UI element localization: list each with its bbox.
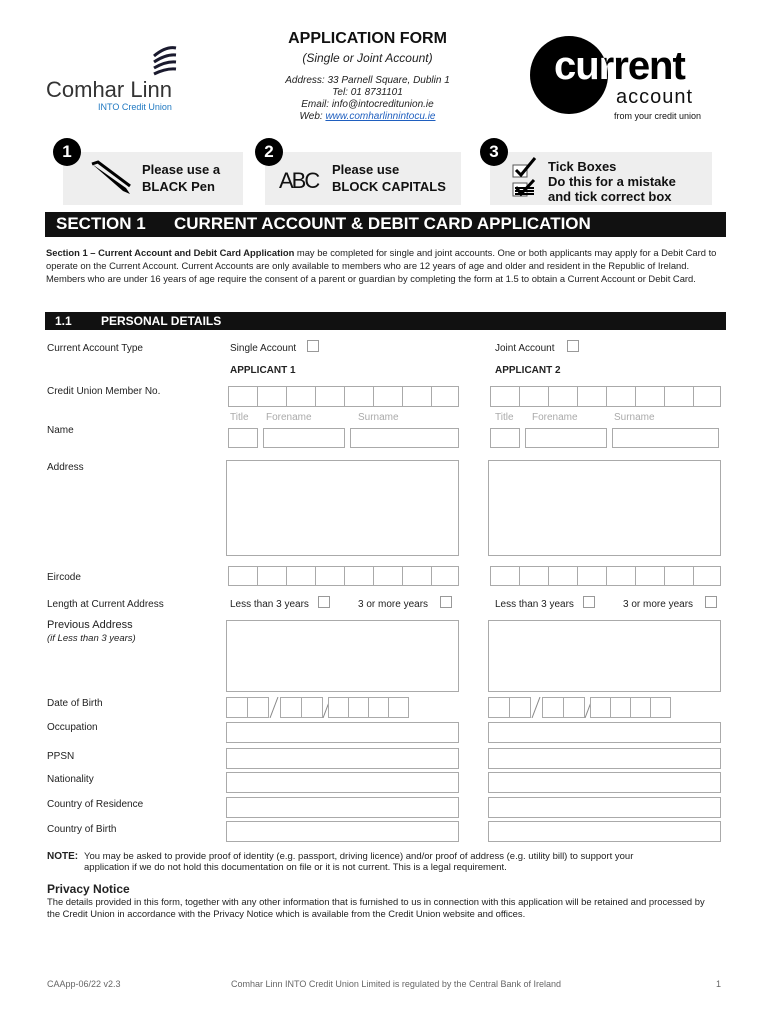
step-2-line1: Please use xyxy=(332,162,400,177)
personal-details-bar xyxy=(45,312,726,330)
label-member-no: Credit Union Member No. xyxy=(47,386,161,397)
cu-web-link[interactable]: www.comharlinnintocu.ie xyxy=(325,111,436,122)
logo-left-name: Comhar Linn xyxy=(46,77,172,102)
applicant-1-surname-field[interactable] xyxy=(350,428,459,448)
note-line-1: You may be asked to provide proof of identity (e.g. passport, driving licence) and/or proof of address (e.g. utility bill) to support your xyxy=(84,851,634,862)
label-nationality: Nationality xyxy=(47,774,94,785)
cu-web-label: Web: xyxy=(299,111,326,122)
label-ppsn: PPSN xyxy=(47,751,75,762)
step-1-line1: Please use a xyxy=(142,162,221,177)
label-eircode: Eircode xyxy=(47,572,81,583)
applicant-1-member-no-cells[interactable] xyxy=(228,386,460,407)
label-account-type: Current Account Type xyxy=(47,343,143,354)
applicant-1-heading: APPLICANT 1 xyxy=(230,365,296,376)
applicant-1-title-field[interactable] xyxy=(228,428,258,448)
label-address: Address xyxy=(47,462,84,473)
footer-page-number: 1 xyxy=(716,979,722,989)
privacy-title: Privacy Notice xyxy=(47,882,130,896)
section-1-intro-bold: Section 1 – Current Account and Debit Card Application xyxy=(46,247,295,258)
abc-icon: ABC xyxy=(279,168,319,193)
applicant-1-occupation-field[interactable] xyxy=(226,722,459,743)
crossed-box-icon xyxy=(512,178,538,200)
applicant-2-ppsn-field[interactable] xyxy=(488,748,721,769)
step-3-line3: and tick correct box xyxy=(548,189,672,204)
applicant-1-less3-checkbox[interactable] xyxy=(318,596,330,608)
label-single-account: Single Account xyxy=(230,343,297,354)
applicant-2-birth-country-field[interactable] xyxy=(488,821,721,842)
label-dob: Date of Birth xyxy=(47,698,103,709)
applicant-1-surname-hint: Surname xyxy=(358,412,399,423)
logo-current-account xyxy=(530,36,725,126)
note-label: NOTE: xyxy=(47,851,79,862)
section-1-intro xyxy=(46,246,726,285)
step-3-line2: Do this for a mistake xyxy=(548,174,676,189)
applicant-2-forename-field[interactable] xyxy=(525,428,607,448)
personal-details-title: PERSONAL DETAILS xyxy=(101,314,222,328)
applicant-1-forename-field[interactable] xyxy=(263,428,345,448)
label-joint-account: Joint Account xyxy=(495,343,555,354)
applicant-2-less3-label: Less than 3 years xyxy=(495,599,574,610)
applicant-2-surname-field[interactable] xyxy=(612,428,719,448)
label-occupation: Occupation xyxy=(47,722,98,733)
step-3-line1: Tick Boxes xyxy=(548,159,617,174)
single-account-checkbox[interactable] xyxy=(307,340,319,352)
footer-regulator: Comhar Linn INTO Credit Union Limited is regulated by the Central Bank of Ireland xyxy=(231,979,561,989)
applicant-2-residence-field[interactable] xyxy=(488,797,721,818)
label-length-at-address: Length at Current Address xyxy=(47,599,164,610)
note-line-2: application if we do not hold this documentation on file or it is not current. This is a legal requirement. xyxy=(84,862,507,873)
personal-details-number: 1.1 xyxy=(55,314,72,328)
joint-account-checkbox[interactable] xyxy=(567,340,579,352)
applicant-2-member-no-cells[interactable] xyxy=(490,386,722,407)
step-2-badge: 2 xyxy=(255,138,283,166)
cu-email: Email: info@intocreditunion.ie xyxy=(301,99,434,110)
applicant-1-ppsn-field[interactable] xyxy=(226,748,459,769)
applicant-1-residence-field[interactable] xyxy=(226,797,459,818)
applicant-1-eircode-cells[interactable] xyxy=(228,566,459,586)
label-previous-address: Previous Address xyxy=(47,619,133,631)
step-1-badge: 1 xyxy=(53,138,81,166)
section-1-title: CURRENT ACCOUNT & DEBIT CARD APPLICATION xyxy=(174,214,591,233)
applicant-2-heading: APPLICANT 2 xyxy=(495,365,561,376)
applicant-2-dob-field[interactable] xyxy=(488,697,678,718)
applicant-1-nationality-field[interactable] xyxy=(226,772,459,793)
applicant-2-previous-address-field[interactable] xyxy=(488,620,721,692)
applicant-1-title-hint: Title xyxy=(230,412,249,423)
logo-right-word2: account xyxy=(616,86,694,108)
footer-form-code: CAApp-06/22 v2.3 xyxy=(47,979,121,989)
applicant-1-birth-country-field[interactable] xyxy=(226,821,459,842)
step-2-line2: BLOCK CAPITALS xyxy=(332,179,446,194)
applicant-2-more3-label: 3 or more years xyxy=(623,599,694,610)
tick-box-icon xyxy=(512,156,538,178)
section-1-intro-text: may be completed for single and joint accounts. One or both applicants may apply for a Debit Card to operate on the Current Account. Current Accounts are only available to members who are 12 years of age and older and resident in the Republic of Ireland. Members who are under 16 years of age require the consent of a parent or guardian by completing the form at 1.5 to obtain a Current Account or Debit Card. xyxy=(46,247,717,284)
applicant-2-eircode-cells[interactable] xyxy=(490,566,721,586)
applicant-2-more3-checkbox[interactable] xyxy=(705,596,717,608)
label-country-of-residence: Country of Residence xyxy=(47,799,144,810)
privacy-text: The details provided in this form, together with any other information that is furnished to us in connection with this application will be retained and processed by the Credit Union in accordance with the Privacy Notice which is available from the Credit Union website and offices. xyxy=(47,896,705,919)
applicant-1-address-field[interactable] xyxy=(226,460,459,556)
applicant-2-address-field[interactable] xyxy=(488,460,721,556)
form-subtitle: (Single or Joint Account) xyxy=(302,51,433,65)
label-name: Name xyxy=(47,425,74,436)
label-country-of-birth: Country of Birth xyxy=(47,824,117,835)
applicant-1-previous-address-field[interactable] xyxy=(226,620,459,692)
cu-tel: Tel: 01 8731101 xyxy=(332,87,403,98)
applicant-1-more3-checkbox[interactable] xyxy=(440,596,452,608)
applicant-1-dob-field[interactable] xyxy=(226,697,416,718)
section-1-bar xyxy=(45,212,726,237)
applicant-1-forename-hint: Forename xyxy=(266,412,312,423)
applicant-2-forename-hint: Forename xyxy=(532,412,578,423)
section-1-number: SECTION 1 xyxy=(56,214,146,233)
applicant-2-surname-hint: Surname xyxy=(614,412,655,423)
cu-address: Address: 33 Parnell Square, Dublin 1 xyxy=(285,75,450,86)
applicant-2-occupation-field[interactable] xyxy=(488,722,721,743)
label-previous-address-note: (if Less than 3 years) xyxy=(47,633,136,644)
applicant-1-more3-label: 3 or more years xyxy=(358,599,429,610)
applicant-1-less3-label: Less than 3 years xyxy=(230,599,309,610)
applicant-2-title-hint: Title xyxy=(495,412,514,423)
pen-icon xyxy=(90,160,136,196)
applicant-2-less3-checkbox[interactable] xyxy=(583,596,595,608)
applicant-2-nationality-field[interactable] xyxy=(488,772,721,793)
logo-right-word1: current xyxy=(554,44,685,88)
applicant-2-title-field[interactable] xyxy=(490,428,520,448)
step-3-badge: 3 xyxy=(480,138,508,166)
form-title: APPLICATION FORM xyxy=(288,30,447,47)
logo-right-tag: from your credit union xyxy=(614,111,702,121)
logo-left-sub: INTO Credit Union xyxy=(98,102,172,112)
step-1-line2: BLACK Pen xyxy=(142,179,215,194)
